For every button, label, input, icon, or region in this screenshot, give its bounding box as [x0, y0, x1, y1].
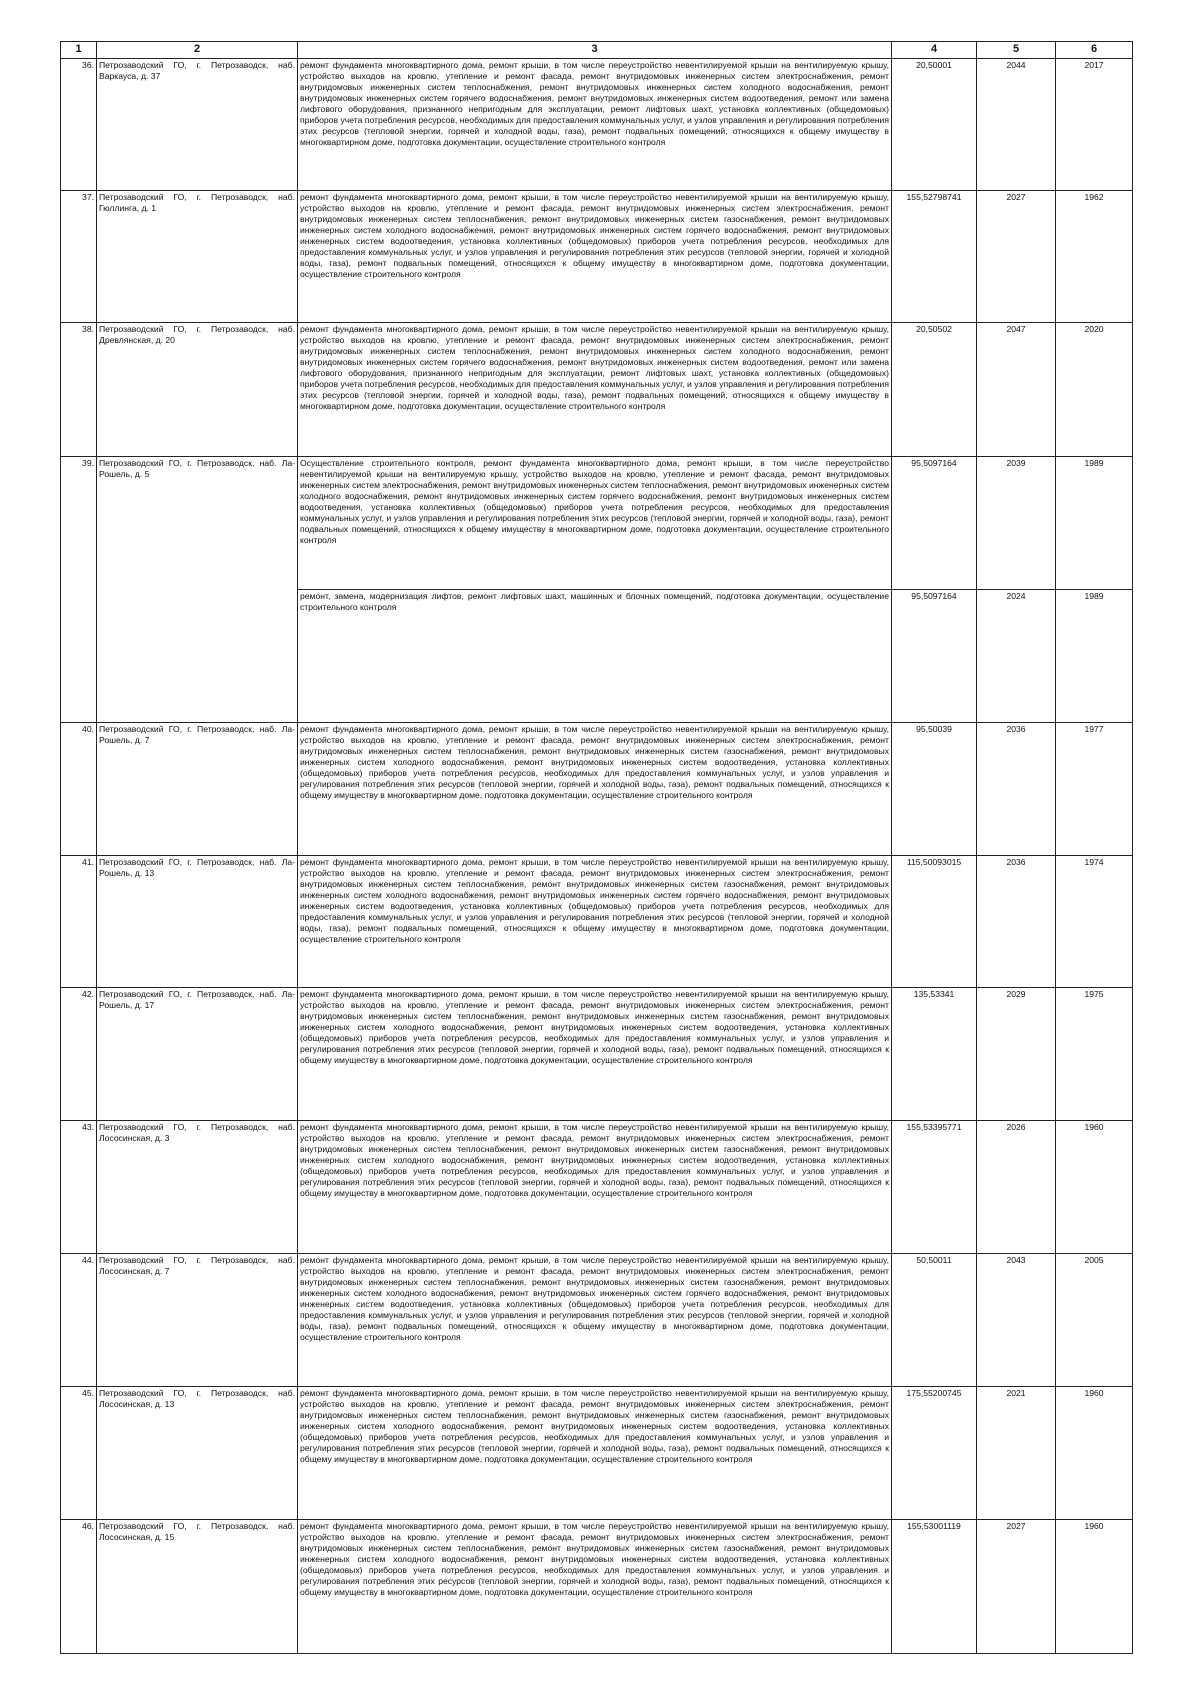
year-cell: 2036: [977, 856, 1056, 988]
works-cell: ремонт фундамента многоквартирного дома, ремонт крыши, в том числе переустройство невентилируемой крыши на вентилируемую крышу, устройство выходов на кровлю, утепление и ремонт фасада, ремонт внутридомовых инженерных систем электроснабжения, ремонт внутридомовых инженерных систем теплоснабжения, ремонт внутридомовых инженерных систем газоснабжения, ремонт внутридомовых инженерных систем холодного водоснабжения, ремонт внутридомовых инженерных систем горячего водоснабжения, ремонт внутридомовых инженерных систем водоотведения, установка коллективных (общедомовых) приборов учета потребления ресурсов, необходимых для предоставления коммунальных услуг, и узлов управления и регулирования потребления этих ресурсов (тепловой энергии, горячей и холодной воды, газа), ремонт подвальных помещений, относящихся к общему имуществу в многоквартирном доме, подготовка документации, осуществление строительного контроля: [298, 1254, 892, 1387]
table-row: [61, 1121, 1133, 1254]
cost-cell: 95,5097164: [892, 590, 977, 723]
works-cell: ремонт фундамента многоквартирного дома, ремонт крыши, в том числе переустройство невентилируемой крыши на вентилируемую крышу, устройство выходов на кровлю, утепление и ремонт фасада, ремонт внутридомовых инженерных систем электроснабжения, ремонт внутридомовых инженерных систем теплоснабжения, ремонт внутридомовых инженерных систем газоснабжения, ремонт внутридомовых инженерных систем холодного водоснабжения, ремонт внутридомовых инженерных систем горячего водоснабжения, ремонт внутридомовых инженерных систем водоотведения, установка коллективных (общедомовых) приборов учета потребления ресурсов, необходимых для предоставления коммунальных услуг, и узлов управления и регулирования потребления этих ресурсов (тепловой энергии, горячей и холодной воды, газа), ремонт подвальных помещений, относящихся к общему имуществу в многоквартирном доме, подготовка документации, осуществление строительного контроля: [298, 856, 892, 988]
year-cell: 2044: [977, 59, 1056, 191]
col-header-3: 3: [298, 42, 892, 59]
year-cell: 2017: [1056, 59, 1133, 191]
cost-cell: 135,53341: [892, 988, 977, 1121]
row-number: 44.: [61, 1254, 97, 1387]
col-header-5: 5: [977, 42, 1056, 59]
row-number: 45.: [61, 1387, 97, 1520]
table-row: [61, 1254, 1133, 1387]
table-row: [61, 323, 1133, 457]
header-row: [61, 42, 1133, 59]
works-cell: ремонт фундамента многоквартирного дома, ремонт крыши, в том числе переустройство невентилируемой крыши на вентилируемую крышу, устройство выходов на кровлю, утепление и ремонт фасада, ремонт внутридомовых инженерных систем электроснабжения, ремонт внутридомовых инженерных систем теплоснабжения, ремонт внутридомовых инженерных систем холодного водоснабжения, ремонт внутридомовых инженерных систем горячего водоснабжения, ремонт внутридомовых инженерных систем водоотведения, ремонт или замена лифтового оборудования, признанного непригодным для эксплуатации, ремонт лифтовых шахт, установка коллективных (общедомовых) приборов учета потребления ресурсов, необходимых для предоставления коммунальных услуг, и узлов управления и регулирования потребления этих ресурсов (тепловой энергии, горячей и холодной воды, газа), ремонт подвальных помещений, относящихся к общему имуществу в многоквартирном доме, подготовка документации, осуществление строительного контроля: [298, 323, 892, 457]
address-cell: Петрозаводский ГО, г. Петрозаводск, наб. Ла-Рошель, д. 5: [97, 457, 298, 723]
table-row: [61, 59, 1133, 191]
cost-cell: 95,5097164: [892, 457, 977, 590]
year-cell: 2005: [1056, 1254, 1133, 1387]
year-cell: 2029: [977, 988, 1056, 1121]
works-cell: ремонт фундамента многоквартирного дома, ремонт крыши, в том числе переустройство невентилируемой крыши на вентилируемую крышу, устройство выходов на кровлю, утепление и ремонт фасада, ремонт внутридомовых инженерных систем электроснабжения, ремонт внутридомовых инженерных систем теплоснабжения, ремонт внутридомовых инженерных систем газоснабжения, ремонт внутридомовых инженерных систем холодного водоснабжения, ремонт внутридомовых инженерных систем водоотведения, установка коллективных (общедомовых) приборов учета потребления ресурсов, необходимых для предоставления коммунальных услуг, и узлов управления и регулирования потребления этих ресурсов (тепловой энергии, горячей и холодной воды, газа), ремонт подвальных помещений, относящихся к общему имуществу в многоквартирном доме, подготовка документации, осуществление строительного контроля: [298, 1387, 892, 1520]
address-cell: Петрозаводский ГО, г. Петрозаводск, наб. Лососинская, д. 3: [97, 1121, 298, 1254]
row-number: 40.: [61, 723, 97, 856]
col-header-6: 6: [1056, 42, 1133, 59]
cost-cell: 95,50039: [892, 723, 977, 856]
cost-cell: 20,50502: [892, 323, 977, 457]
address-cell: Петрозаводский ГО, г. Петрозаводск, наб. Лососинская, д. 13: [97, 1387, 298, 1520]
table-row: [61, 1387, 1133, 1520]
year-cell: 1960: [1056, 1387, 1133, 1520]
year-cell: 2036: [977, 723, 1056, 856]
year-cell: 1975: [1056, 988, 1133, 1121]
cost-cell: 175,55200745: [892, 1387, 977, 1520]
works-cell: Осуществление строительного контроля, ремонт фундамента многоквартирного дома, ремонт крыши, в том числе переустройство невентилируемой крыши на вентилируемую крышу, устройство выходов на кровлю, утепление и ремонт фасада, ремонт внутридомовых инженерных систем электроснабжения, ремонт внутридомовых инженерных систем теплоснабжения, ремонт внутридомовых инженерных систем холодного водоснабжения, ремонт внутридомовых инженерных систем горячего водоснабжения, ремонт внутридомовых инженерных систем водоотведения, установка коллективных (общедомовых) приборов учета потребления ресурсов, необходимых для предоставления коммунальных услуг, и узлов управления и регулирования потребления этих ресурсов (тепловой энергии, горячей и холодной воды, газа), ремонт подвальных помещений, относящихся к общему имуществу в многоквартирном доме, подготовка документации, осуществление строительного контроля: [298, 457, 892, 590]
row-number: 46.: [61, 1520, 97, 1654]
table-row: [61, 457, 1133, 590]
cost-cell: 155,53395771: [892, 1121, 977, 1254]
address-cell: Петрозаводский ГО, г. Петрозаводск, наб. Варкауса, д. 37: [97, 59, 298, 191]
year-cell: 2027: [977, 1520, 1056, 1654]
table-row: [61, 988, 1133, 1121]
works-cell: ремонт фундамента многоквартирного дома, ремонт крыши, в том числе переустройство невентилируемой крыши на вентилируемую крышу, устройство выходов на кровлю, утепление и ремонт фасада, ремонт внутридомовых инженерных систем электроснабжения, ремонт внутридомовых инженерных систем теплоснабжения, ремонт внутридомовых инженерных систем газоснабжения, ремонт внутридомовых инженерных систем холодного водоснабжения, ремонт внутридомовых инженерных систем водоотведения, установка коллективных (общедомовых) приборов учета потребления ресурсов, необходимых для предоставления коммунальных услуг, и узлов управления и регулирования потребления этих ресурсов (тепловой энергии, горячей и холодной воды, газа), ремонт подвальных помещений, относящихся к общему имуществу в многоквартирном доме, подготовка документации, осуществление строительного контроля: [298, 988, 892, 1121]
year-cell: 1989: [1056, 590, 1133, 723]
row-number: 39.: [61, 457, 97, 723]
year-cell: 2039: [977, 457, 1056, 590]
row-number: 37.: [61, 191, 97, 323]
table-row: [61, 1520, 1133, 1654]
year-cell: 2024: [977, 590, 1056, 723]
col-header-4: 4: [892, 42, 977, 59]
cost-cell: 50,50011: [892, 1254, 977, 1387]
row-number: 42.: [61, 988, 97, 1121]
year-cell: 2047: [977, 323, 1056, 457]
repair-schedule-table: [60, 41, 1133, 1654]
cost-cell: 155,52798741: [892, 191, 977, 323]
address-cell: Петрозаводский ГО, г. Петрозаводск, наб. Ла-Рошель, д. 17: [97, 988, 298, 1121]
works-cell: ремонт фундамента многоквартирного дома, ремонт крыши, в том числе переустройство невентилируемой крыши на вентилируемую крышу, устройство выходов на кровлю, утепление и ремонт фасада, ремонт внутридомовых инженерных систем электроснабжения, ремонт внутридомовых инженерных систем теплоснабжения, ремонт внутридомовых инженерных систем газоснабжения, ремонт внутридомовых инженерных систем холодного водоснабжения, ремонт внутридомовых инженерных систем горячего водоснабжения, ремонт внутридомовых инженерных систем водоотведения, установка коллективных (общедомовых) приборов учета потребления ресурсов, необходимых для предоставления коммунальных услуг, и узлов управления и регулирования потребления этих ресурсов (тепловой энергии, горячей и холодной воды, газа), ремонт подвальных помещений, относящихся к общему имуществу в многоквартирном доме, подготовка документации, осуществление строительного контроля: [298, 191, 892, 323]
year-cell: 1960: [1056, 1121, 1133, 1254]
table-row: [61, 723, 1133, 856]
year-cell: 2043: [977, 1254, 1056, 1387]
cost-cell: 20,50001: [892, 59, 977, 191]
year-cell: 2021: [977, 1387, 1056, 1520]
address-cell: Петрозаводский ГО, г. Петрозаводск, наб. Гюллинга, д. 1: [97, 191, 298, 323]
year-cell: 2027: [977, 191, 1056, 323]
col-header-1: 1: [61, 42, 97, 59]
year-cell: 1977: [1056, 723, 1133, 856]
address-cell: Петрозаводский ГО, г. Петрозаводск, наб. Древлянская, д. 20: [97, 323, 298, 457]
row-number: 38.: [61, 323, 97, 457]
table-row: [61, 191, 1133, 323]
works-cell: ремонт фундамента многоквартирного дома, ремонт крыши, в том числе переустройство невентилируемой крыши на вентилируемую крышу, устройство выходов на кровлю, утепление и ремонт фасада, ремонт внутридомовых инженерных систем электроснабжения, ремонт внутридомовых инженерных систем теплоснабжения, ремонт внутридомовых инженерных систем газоснабжения, ремонт внутридомовых инженерных систем холодного водоснабжения, ремонт внутридомовых инженерных систем водоотведения, установка коллективных (общедомовых) приборов учета потребления ресурсов, необходимых для предоставления коммунальных услуг, и узлов управления и регулирования потребления этих ресурсов (тепловой энергии, горячей и холодной воды, газа), ремонт подвальных помещений, относящихся к общему имуществу в многоквартирном доме, подготовка документации, осуществление строительного контроля: [298, 723, 892, 856]
cost-cell: 155,53001119: [892, 1520, 977, 1654]
works-cell: ремонт, замена, модернизация лифтов, ремонт лифтовых шахт, машинных и блочных помещений, подготовка документации, осуществление строительного контроля: [298, 590, 892, 723]
table-row: [61, 856, 1133, 988]
year-cell: 1960: [1056, 1520, 1133, 1654]
row-number: 43.: [61, 1121, 97, 1254]
address-cell: Петрозаводский ГО, г. Петрозаводск, наб. Ла-Рошель, д. 7: [97, 723, 298, 856]
address-cell: Петрозаводский ГО, г. Петрозаводск, наб. Лососинская, д. 15: [97, 1520, 298, 1654]
works-cell: ремонт фундамента многоквартирного дома, ремонт крыши, в том числе переустройство невентилируемой крыши на вентилируемую крышу, устройство выходов на кровлю, утепление и ремонт фасада, ремонт внутридомовых инженерных систем электроснабжения, ремонт внутридомовых инженерных систем теплоснабжения, ремонт внутридомовых инженерных систем газоснабжения, ремонт внутридомовых инженерных систем холодного водоснабжения, ремонт внутридомовых инженерных систем водоотведения, установка коллективных (общедомовых) приборов учета потребления ресурсов, необходимых для предоставления коммунальных услуг, и узлов управления и регулирования потребления этих ресурсов (тепловой энергии, горячей и холодной воды, газа), ремонт подвальных помещений, относящихся к общему имуществу в многоквартирном доме, подготовка документации, осуществление строительного контроля: [298, 1121, 892, 1254]
col-header-2: 2: [97, 42, 298, 59]
row-number: 36.: [61, 59, 97, 191]
works-cell: ремонт фундамента многоквартирного дома, ремонт крыши, в том числе переустройство невентилируемой крыши на вентилируемую крышу, устройство выходов на кровлю, утепление и ремонт фасада, ремонт внутридомовых инженерных систем электроснабжения, ремонт внутридомовых инженерных систем теплоснабжения, ремонт внутридомовых инженерных систем газоснабжения, ремонт внутридомовых инженерных систем холодного водоснабжения, ремонт внутридомовых инженерных систем водоотведения, установка коллективных (общедомовых) приборов учета потребления ресурсов, необходимых для предоставления коммунальных услуг, и узлов управления и регулирования потребления этих ресурсов (тепловой энергии, горячей и холодной воды, газа), ремонт подвальных помещений, относящихся к общему имуществу в многоквартирном доме, подготовка документации, осуществление строительного контроля: [298, 1520, 892, 1654]
cost-cell: 115,50093015: [892, 856, 977, 988]
address-cell: Петрозаводский ГО, г. Петрозаводск, наб. Ла-Рошель, д. 13: [97, 856, 298, 988]
year-cell: 2020: [1056, 323, 1133, 457]
year-cell: 2026: [977, 1121, 1056, 1254]
works-cell: ремонт фундамента многоквартирного дома, ремонт крыши, в том числе переустройство невентилируемой крыши на вентилируемую крышу, устройство выходов на кровлю, утепление и ремонт фасада, ремонт внутридомовых инженерных систем электроснабжения, ремонт внутридомовых инженерных систем теплоснабжения, ремонт внутридомовых инженерных систем холодного водоснабжения, ремонт внутридомовых инженерных систем горячего водоснабжения, ремонт внутридомовых инженерных систем водоотведения, ремонт или замена лифтового оборудования, признанного непригодным для эксплуатации, ремонт лифтовых шахт, установка коллективных (общедомовых) приборов учета потребления ресурсов, необходимых для предоставления коммунальных услуг, и узлов управления и регулирования потребления этих ресурсов (тепловой энергии, горячей и холодной воды, газа), ремонт подвальных помещений, относящихся к общему имуществу в многоквартирном доме, подготовка документации, осуществление строительного контроля: [298, 59, 892, 191]
row-number: 41.: [61, 856, 97, 988]
year-cell: 1989: [1056, 457, 1133, 590]
year-cell: 1974: [1056, 856, 1133, 988]
address-cell: Петрозаводский ГО, г. Петрозаводск, наб. Лососинская, д. 7: [97, 1254, 298, 1387]
year-cell: 1962: [1056, 191, 1133, 323]
